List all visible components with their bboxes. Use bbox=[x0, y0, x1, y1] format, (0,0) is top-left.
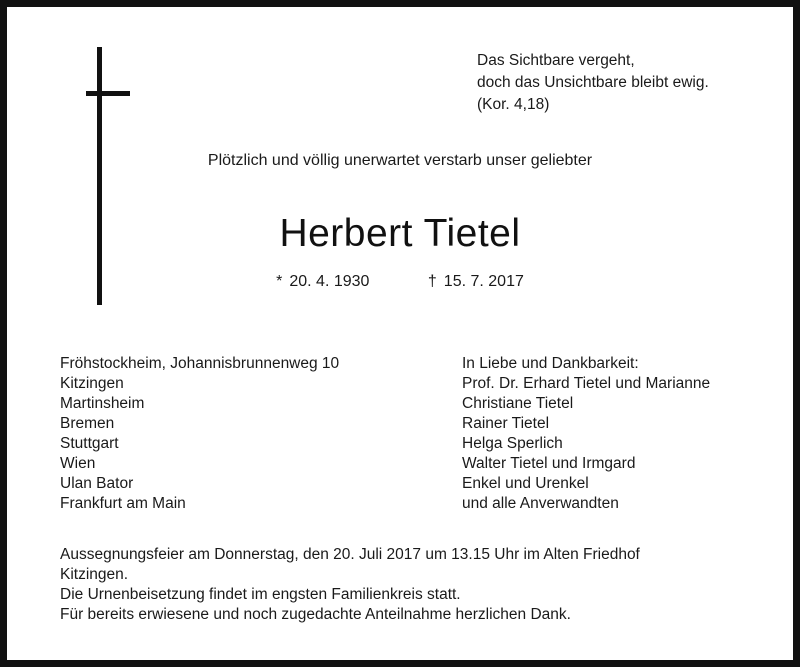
list-item: Martinsheim bbox=[60, 395, 145, 412]
notice-body bbox=[7, 7, 793, 660]
list-item: Enkel und Urenkel bbox=[462, 475, 589, 492]
list-item: Prof. Dr. Erhard Tietel und Marianne bbox=[462, 375, 711, 392]
death-date-value: 15. 7. 2017 bbox=[443, 273, 524, 290]
funeral-line-4: Für bereits erwiesene und noch zugedachte Anteilnahme herzlichen Dank. bbox=[60, 606, 571, 623]
list-item: Stuttgart bbox=[60, 435, 119, 452]
list-item: Frankfurt am Main bbox=[60, 495, 186, 512]
list-item: Rainer Tietel bbox=[462, 415, 550, 432]
list-item: Helga Sperlich bbox=[462, 435, 563, 452]
places-list bbox=[60, 354, 339, 514]
epigraph-line-2: doch das Unsichtbare bleibt ewig. bbox=[477, 74, 709, 91]
list-item: Ulan Bator bbox=[60, 475, 134, 492]
list-item: Walter Tietel und Irmgard bbox=[462, 455, 636, 472]
list-item: Christiane Tietel bbox=[462, 395, 574, 412]
cross-horizontal-bar bbox=[86, 91, 130, 96]
death-symbol: † bbox=[427, 273, 437, 290]
list-item: Kitzingen bbox=[60, 375, 124, 392]
death-date bbox=[428, 273, 524, 290]
birth-symbol: * bbox=[276, 273, 283, 290]
birth-date bbox=[276, 273, 374, 290]
epigraph bbox=[477, 50, 709, 116]
epigraph-line-1: Das Sichtbare vergeht, bbox=[477, 52, 635, 69]
survivors-list bbox=[462, 354, 710, 514]
list-item: Fröhstockheim, Johannisbrunnenweg 10 bbox=[60, 355, 340, 372]
birth-date-value: 20. 4. 1930 bbox=[289, 273, 370, 290]
funeral-line-3: Die Urnenbeisetzung findet im engsten Familienkreis statt. bbox=[60, 586, 461, 603]
list-item: Bremen bbox=[60, 415, 115, 432]
cross-vertical-bar bbox=[97, 47, 102, 305]
intro-text: Plötzlich und völlig unerwartet verstarb unser geliebter bbox=[207, 152, 593, 169]
cross-icon bbox=[86, 47, 130, 305]
list-item: Wien bbox=[60, 455, 96, 472]
list-item: und alle Anverwandten bbox=[462, 495, 619, 512]
life-dates bbox=[7, 273, 793, 291]
funeral-details bbox=[60, 545, 640, 625]
deceased-name: Herbert Tietel bbox=[279, 212, 521, 255]
epigraph-source: (Kor. 4,18) bbox=[477, 96, 550, 113]
funeral-line-1: Aussegnungsfeier am Donnerstag, den 20. Juli 2017 um 13.15 Uhr im Alten Friedhof bbox=[60, 546, 640, 563]
funeral-line-2: Kitzingen. bbox=[60, 566, 129, 583]
survivors-heading: In Liebe und Dankbarkeit: bbox=[462, 355, 639, 372]
